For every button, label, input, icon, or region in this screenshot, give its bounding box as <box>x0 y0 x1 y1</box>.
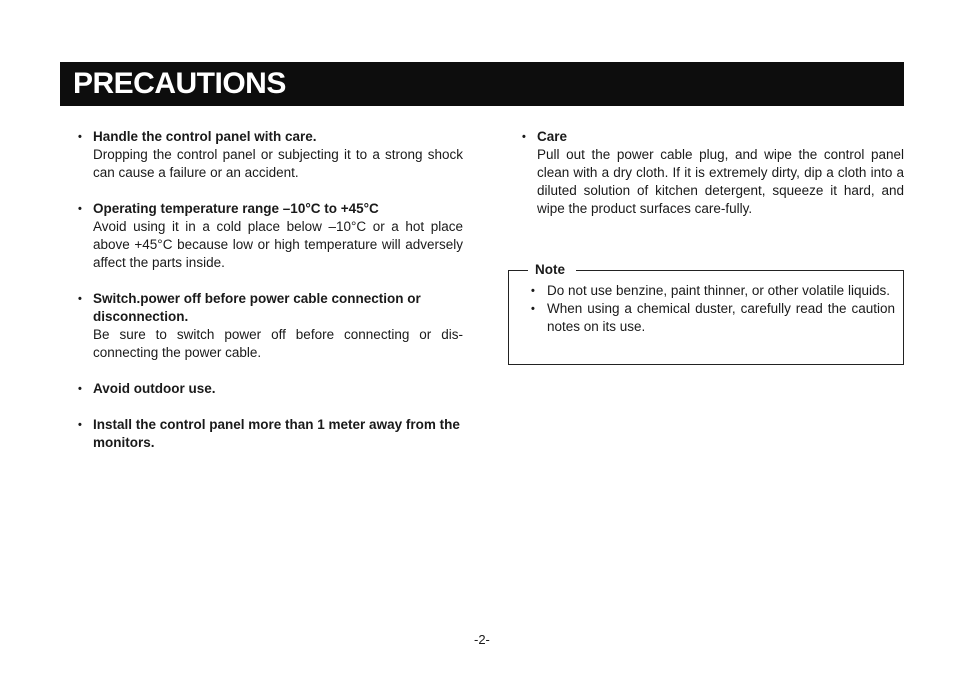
care-item <box>522 128 904 218</box>
precaution-item <box>78 290 463 380</box>
note-label: Note <box>535 262 565 277</box>
note-divider <box>576 270 904 271</box>
note-item <box>531 282 895 300</box>
note-list <box>531 282 895 336</box>
note-item <box>531 300 895 336</box>
precaution-body: Avoid using it in a cold place below –10°C or a hot place above +45°C because low or high temperature will adversely affect the parts inside. <box>93 219 463 270</box>
page-number: -2- <box>474 632 490 647</box>
left-column <box>78 128 463 452</box>
bullet-icon: • <box>78 419 82 431</box>
precaution-item <box>78 380 463 416</box>
note-text: When using a chemical duster, carefully read the caution notes on its use. <box>547 301 895 334</box>
precaution-body: Be sure to switch power off before connecting or dis-connecting the power cable. <box>93 327 463 360</box>
care-heading: Care <box>537 129 568 144</box>
right-column <box>522 128 907 218</box>
note-text: Do not use benzine, paint thinner, or other volatile liquids. <box>547 283 890 298</box>
header-banner <box>60 62 904 106</box>
precaution-heading: Operating temperature range –10°C to +45°C <box>93 201 379 216</box>
bullet-icon: • <box>78 293 82 305</box>
bullet-icon: • <box>522 131 526 143</box>
bullet-icon: • <box>531 285 535 297</box>
precaution-body: Dropping the control panel or subjecting it to a strong shock can cause a failure or an accident. <box>93 147 463 180</box>
care-body: Pull out the power cable plug, and wipe the control panel clean with a dry cloth. If it is extremely dirty, dip a cloth into a diluted solution of kitchen detergent, squeeze it hard, and wipe the product surfaces care-fully. <box>537 147 904 216</box>
precaution-item <box>78 200 463 290</box>
bullet-icon: • <box>78 203 82 215</box>
precaution-heading: Avoid outdoor use. <box>93 381 216 396</box>
precaution-heading: Switch.power off before power cable connection or disconnection. <box>93 291 421 324</box>
precaution-heading: Install the control panel more than 1 meter away from the monitors. <box>93 417 460 450</box>
note-divider <box>508 270 528 271</box>
precaution-item <box>78 416 463 452</box>
precaution-heading: Handle the control panel with care. <box>93 129 317 144</box>
bullet-icon: • <box>78 131 82 143</box>
bullet-icon: • <box>78 383 82 395</box>
bullet-icon: • <box>531 303 535 315</box>
page-title: PRECAUTIONS <box>73 67 286 100</box>
precaution-item <box>78 128 463 200</box>
